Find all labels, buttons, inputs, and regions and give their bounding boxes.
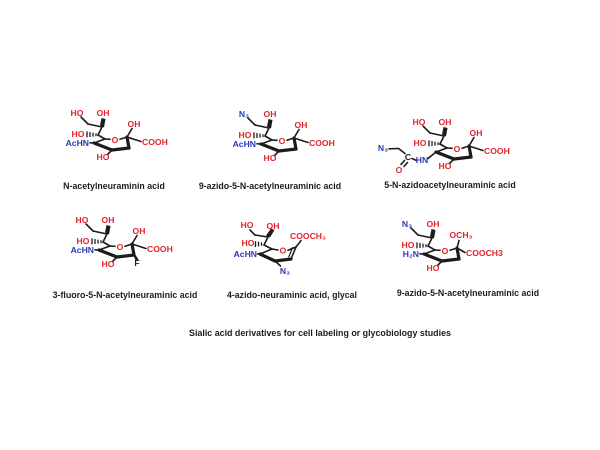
atom-label-c2-oh: OH <box>294 120 308 130</box>
atom-label-c4-azide: N₃ <box>279 266 291 276</box>
atom-label-cooh: COOH <box>484 146 510 156</box>
atom-label-ring-o: O <box>279 245 287 256</box>
atom-label-achn: AcHN <box>70 245 94 255</box>
molecule-9-azido-neu5ac-drawing <box>222 101 357 181</box>
molecule-3-fluoro-neu5ac-drawing <box>60 207 200 287</box>
atom-label-cooh: COOH <box>309 138 335 148</box>
atom-label-c8-oh: OH <box>266 221 280 231</box>
atom-label-c8-oh: OH <box>263 109 277 119</box>
atom-label-achn: AcHN <box>65 138 89 148</box>
atom-label-c9-ho: HO <box>412 117 426 127</box>
molecule-9-azido-ester-drawing <box>385 211 545 281</box>
atom-label-ester: COOCH₃ <box>290 231 326 241</box>
atom-label-ring-o: O <box>116 242 124 252</box>
atom-label-c8-oh: OH <box>426 219 440 229</box>
atom-label-c8-oh: OH <box>101 215 115 225</box>
atom-label-ring-o: O <box>441 246 449 256</box>
molecule-9-azido-neu5ac <box>222 101 357 186</box>
atom-label-c4-ho: HO <box>426 263 440 273</box>
atom-label-carbonyl-o: O <box>395 165 403 175</box>
atom-label-ome: OCH₃ <box>449 230 473 240</box>
atom-label-c9-ho: HO <box>240 220 254 230</box>
figure-caption: Sialic acid derivatives for cell labeling or glycobiology studies <box>189 328 451 338</box>
atom-label-c2-oh: OH <box>127 119 141 129</box>
atom-label-c9-ho: HO <box>70 108 84 118</box>
atom-label-cooh: COOH <box>142 137 168 147</box>
atom-label-c7-ho: HO <box>238 130 252 140</box>
atom-label-fluorine: F <box>134 258 140 268</box>
atom-label-c9-azide: N₃ <box>401 219 413 229</box>
molecule-3-fluoro-neu5ac <box>60 207 200 292</box>
atom-label-achn: AcHN <box>232 139 256 149</box>
molecule-name: N-acetylneuraminin acid <box>63 181 165 191</box>
atom-label-chain-azide: N₃ <box>377 143 389 153</box>
atom-label-achn: AcHN <box>233 249 257 259</box>
atom-label-c2-oh: OH <box>132 226 146 236</box>
atom-label-cooh: COOH <box>147 244 173 254</box>
atom-label-ring-o: O <box>453 144 461 154</box>
atom-label-ring-o: O <box>111 135 119 145</box>
molecule-name: 9-azido-5-N-acetylneuraminic acid <box>396 288 540 298</box>
atom-label-c8-oh: OH <box>438 117 452 127</box>
atom-label-ring-o: O <box>278 136 286 146</box>
molecule-4-azido-glycal-drawing <box>228 213 368 283</box>
molecule-neu5ac <box>55 100 190 185</box>
atom-label-c7-ho: HO <box>241 238 255 248</box>
atom-label-c4-ho: HO <box>438 161 452 171</box>
atom-label-c9-azide: N₃ <box>238 109 250 119</box>
atom-label-c7-ho: HO <box>76 236 90 246</box>
atom-label-c8-oh: OH <box>96 108 110 118</box>
molecule-name: 5-N-azidoacetylneuraminic acid <box>384 180 516 190</box>
molecule-name: 9-azido-5-N-acetylneuraminic acid <box>198 181 342 191</box>
molecule-5-n-azidoacetyl <box>370 100 540 187</box>
molecule-5-n-azidoacetyl-drawing <box>370 100 540 182</box>
molecule-4-azido-glycal <box>228 213 368 288</box>
atom-label-c7-ho: HO <box>71 129 85 139</box>
atom-label-amine: H₂N <box>402 249 419 259</box>
atom-label-c4-ho: HO <box>101 259 115 269</box>
atom-label-c9-ho: HO <box>75 215 89 225</box>
atom-label-c7-ho: HO <box>413 138 427 148</box>
atom-label-c2-oh: OH <box>469 128 483 138</box>
molecule-name: 3-fluoro-5-N-acetylneuraminic acid <box>52 290 198 300</box>
atom-label-c4-ho: HO <box>263 153 277 163</box>
atom-label-c7-ho: HO <box>401 240 415 250</box>
molecule-name: 4-azido-neuraminic acid, glycal <box>226 290 358 300</box>
molecule-9-azido-ester <box>385 211 545 286</box>
atom-label-c4-ho: HO <box>96 152 110 162</box>
molecule-neu5ac-drawing <box>55 100 190 180</box>
atom-label-ester: COOCH3 <box>466 248 503 258</box>
atom-label-carbonyl-c: C <box>404 152 412 162</box>
atom-label-amide-hn: HN <box>415 155 429 165</box>
